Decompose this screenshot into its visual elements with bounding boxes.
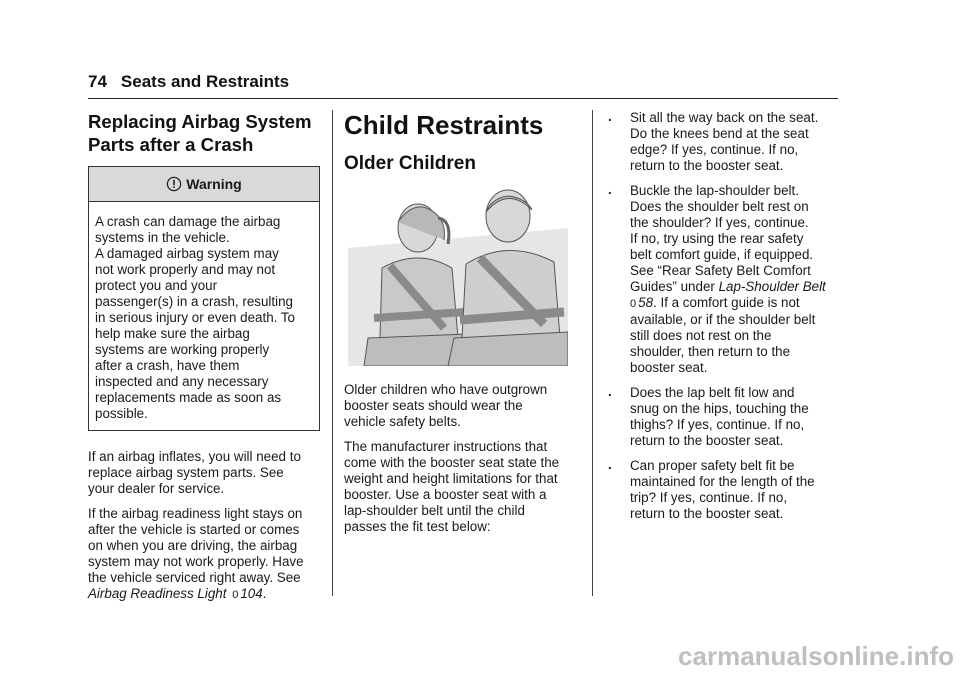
warning-line: replacements made as soon as — [95, 390, 282, 405]
column-divider-1 — [332, 110, 333, 596]
list-item: . Sit all the way back on the seat. Do the knees bend at the seat edge? If yes, continue. If no, return to the booster seat. — [608, 109, 819, 173]
column-divider-2 — [592, 110, 593, 596]
airbag-heading: Replacing Airbag System Parts after a Crash — [88, 111, 312, 155]
list-item: . Can proper safety belt fit be maintained for the length of the trip? If yes, continue. If no, return to the booster seat. — [608, 457, 815, 521]
bullet-mark: . — [608, 457, 612, 472]
warning-line: after a crash, have them — [95, 358, 240, 373]
list-item: . Does the lap belt fit low and snug on the hips, touching the thighs? If yes, continue. If no, return to the booster seat. — [608, 384, 809, 448]
header-rule — [88, 98, 838, 99]
airbag-readiness-page[interactable]: 104 — [240, 586, 263, 601]
warning-line: inspected and any necessary — [95, 374, 269, 389]
warning-line: systems are working properly — [95, 342, 270, 357]
warning-line: protect you and your — [95, 278, 218, 293]
watermark: carmanualsonline.info — [678, 641, 954, 671]
older-children-paragraph-1: Older children who have outgrown booster seats should wear the vehicle safety belts. — [344, 382, 548, 429]
warning-line: A damaged airbag system may — [95, 246, 279, 261]
warning-line: not work properly and may not — [95, 262, 276, 277]
warning-title: Warning — [186, 176, 242, 192]
bullet-mark: . — [608, 182, 612, 197]
warning-header — [89, 167, 319, 202]
fit-test-list — [604, 110, 844, 522]
middle-column — [344, 110, 580, 544]
warning-line: A crash can damage the airbag — [95, 214, 281, 229]
warning-line: help make sure the airbag — [95, 326, 250, 341]
section-title: Seats and Restraints — [120, 72, 290, 91]
right-column — [604, 110, 844, 531]
children-seatbelt-illustration — [348, 188, 568, 366]
page-ref-icon: 0 — [232, 589, 239, 601]
list-item: . Buckle the lap-shoulder belt. Does the shoulder belt rest on the shoulder? If yes, continue. If no, try using the rear safety belt comfort guide, if equipped. See “Rear Safety Belt Comfort Guides” under Lap-Shoulder Belt 0 58. If a comfort guide is not available, or if the shoulder belt still does not rest on the shoulder, then return to the booster seat. — [608, 182, 826, 375]
warning-box — [88, 166, 320, 431]
airbag-paragraph-1: If an airbag inflates, you will need to replace airbag system parts. See your dealer for service. — [88, 449, 301, 496]
older-children-paragraph-2: The manufacturer instructions that come with the booster seat state the weight and height limitations for that booster. Use a booster seat with a lap-shoulder belt until the child passes the fit test below: — [344, 439, 560, 534]
bullet-mark: . — [608, 384, 612, 399]
warning-body — [89, 202, 319, 430]
lap-shoulder-belt-page[interactable]: 58 — [638, 295, 654, 310]
older-children-heading: Older Children — [344, 153, 476, 174]
running-header — [88, 72, 289, 92]
child-restraints-heading: Child Restraints — [344, 110, 544, 140]
page-number: 74 — [88, 72, 107, 91]
left-column — [88, 110, 320, 612]
airbag-readiness-link[interactable]: Airbag Readiness Light — [88, 586, 227, 601]
page-ref-icon: 0 — [630, 298, 637, 310]
lap-shoulder-belt-link[interactable]: Lap-Shoulder Belt — [718, 279, 826, 294]
warning-line: in serious injury or even death. To — [95, 310, 295, 325]
warning-line: systems in the vehicle. — [95, 230, 230, 245]
warning-line: passenger(s) in a crash, resulting — [95, 294, 293, 309]
warning-line: possible. — [95, 406, 148, 421]
bullet-mark: . — [608, 109, 612, 124]
airbag-paragraph-2: If the airbag readiness light stays on after the vehicle is started or comes on when you are driving, the airbag system may not work properly. Have the vehicle serviced right away. See Airbag Readiness Light 0 104. — [88, 506, 304, 601]
warning-icon — [166, 176, 182, 192]
